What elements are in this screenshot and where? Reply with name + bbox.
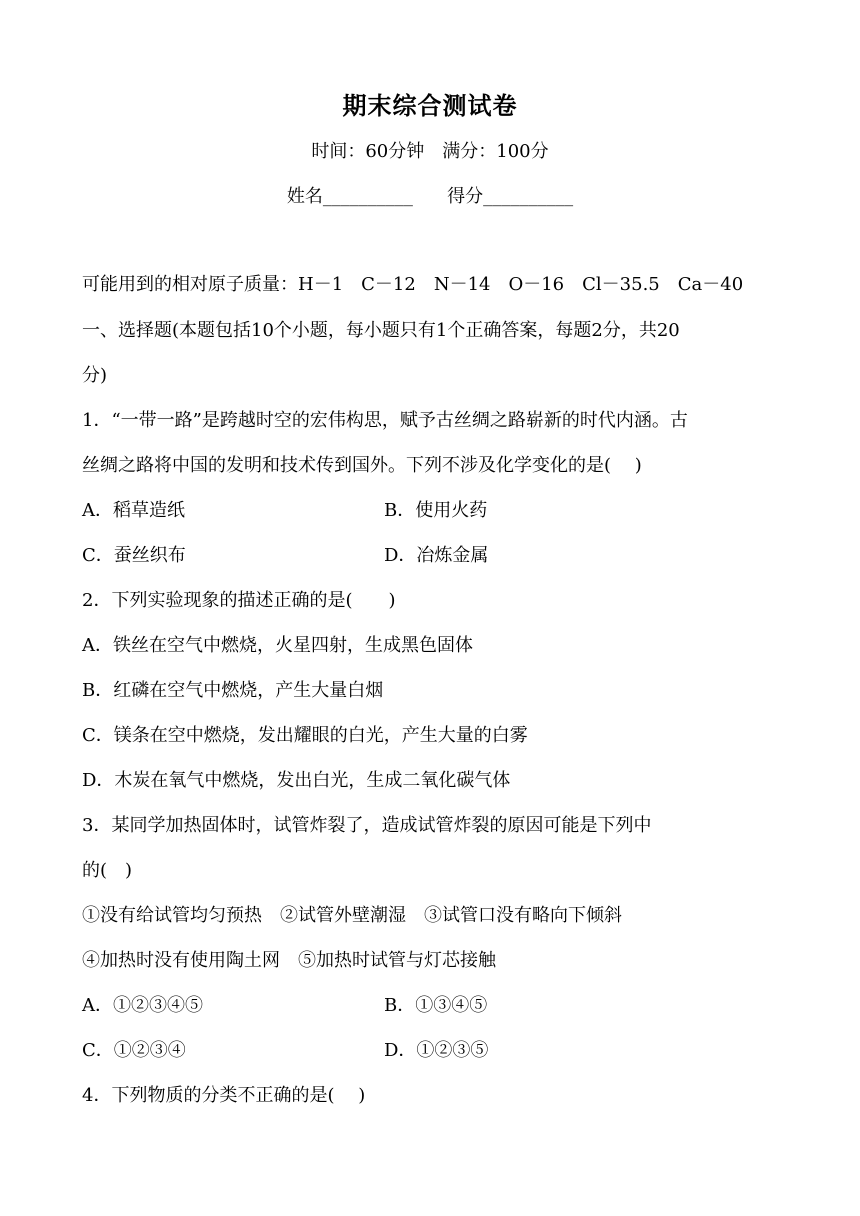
q2-option-b: B．红磷在空气中燃烧，产生大量白烟 (82, 680, 384, 701)
q1-option-d: D．冶炼金属 (384, 545, 489, 566)
q2-option-d: D．木炭在氧气中燃烧，发出白光，生成二氧化碳气体 (82, 770, 511, 791)
q2-stem: 2．下列实验现象的描述正确的是( ) (82, 590, 396, 611)
q3-option-b: B．①③④⑤ (384, 995, 488, 1016)
time-and-full-score: 时间：60分钟 满分：100分 (311, 141, 549, 162)
q1-stem-line1: 1．“一带一路”是跨越时空的宏伟构思，赋予古丝绸之路崭新的时代内涵。古 (82, 410, 688, 431)
atomic-mass-note: 可能用到的相对原子质量：H－1 C－12 N－14 O－16 Cl－35.5 Ca－40 (82, 274, 744, 295)
q1-option-b: B．使用火药 (384, 500, 488, 521)
q1-stem-line2: 丝绸之路将中国的发明和技术传到国外。下列不涉及化学变化的是( ) (82, 455, 642, 476)
score-field-label: 得分__________ (447, 186, 574, 207)
q1-option-a: A．稻草造纸 (82, 500, 185, 521)
section1-heading-line1: 一、选择题(本题包括10个小题，每小题只有1个正确答案，每题2分，共20 (82, 320, 680, 341)
q3-option-d: D．①②③⑤ (384, 1040, 489, 1061)
q3-stem-line2: 的( ) (82, 860, 133, 881)
q4-stem: 4．下列物质的分类不正确的是( ) (82, 1085, 366, 1106)
q3-reasons-line2: ④加热时没有使用陶土网 ⑤加热时试管与灯芯接触 (82, 950, 496, 971)
q3-reasons-line1: ①没有给试管均匀预热 ②试管外壁潮湿 ③试管口没有略向下倾斜 (82, 905, 622, 926)
q3-option-a: A．①②③④⑤ (82, 995, 203, 1016)
name-score-line (0, 182, 860, 208)
q3-stem-line1: 3．某同学加热固体时，试管炸裂了，造成试管炸裂的原因可能是下列中 (82, 815, 652, 836)
q2-option-a: A．铁丝在空气中燃烧，火星四射，生成黑色固体 (82, 635, 473, 656)
q2-option-c: C．镁条在空中燃烧，发出耀眼的白光，产生大量的白雾 (82, 725, 528, 746)
name-field-label: 姓名__________ (286, 186, 413, 207)
q3-option-c: C．①②③④ (82, 1040, 186, 1061)
q1-option-c: C．蚕丝织布 (82, 545, 186, 566)
exam-title: 期末综合测试卷 (342, 92, 518, 120)
section1-heading-line2: 分) (82, 365, 108, 386)
